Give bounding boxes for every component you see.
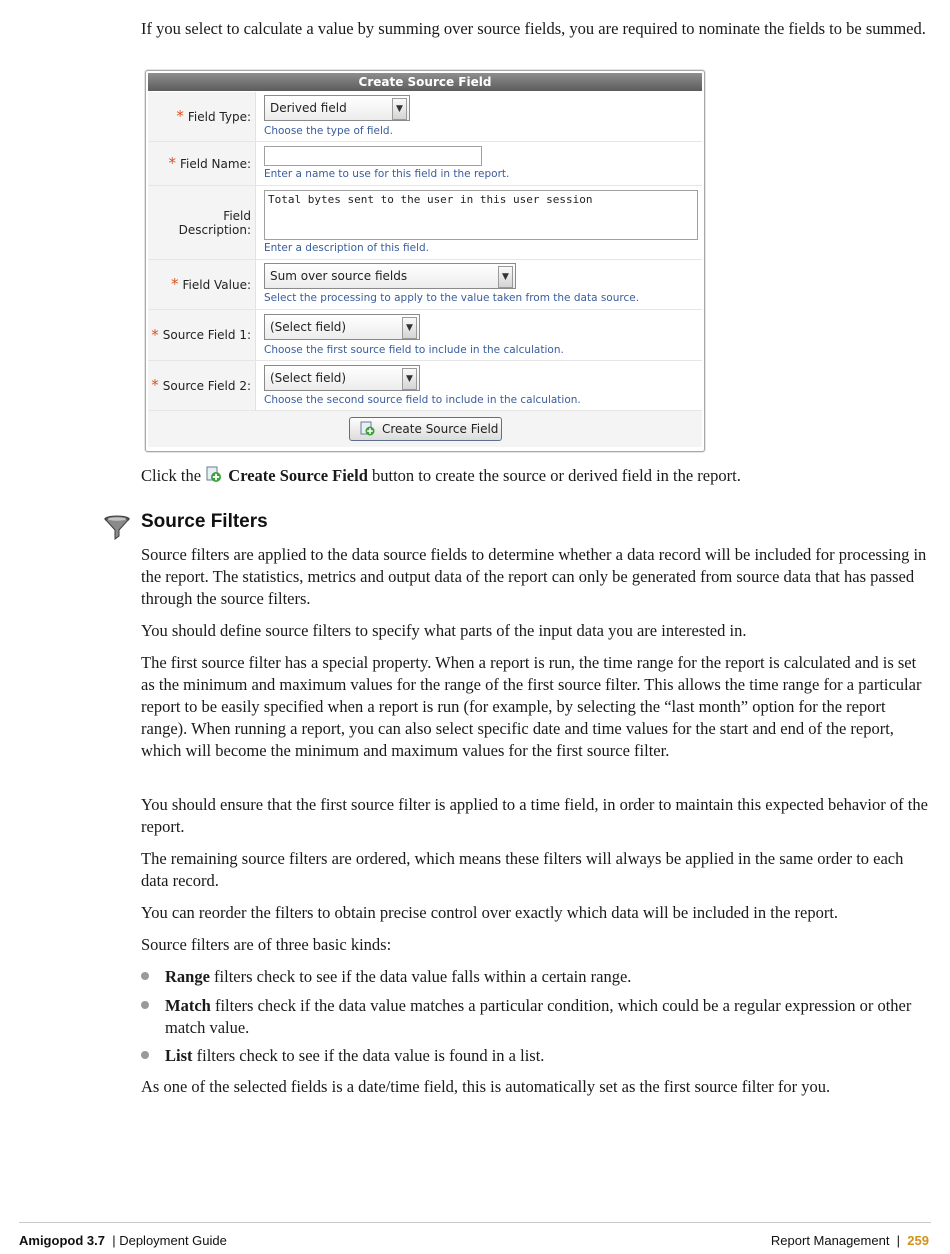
click-instruction: [141, 465, 931, 487]
source-field-1-row: [148, 310, 702, 361]
click-text-after: button to create the source or derived field in the report.: [367, 466, 741, 485]
click-text-before: Click the: [141, 466, 206, 485]
click-text-bold: Create Source Field: [228, 466, 368, 485]
field-description-hint: Enter a description of this field.: [264, 242, 429, 254]
field-description-textarea[interactable]: Total bytes sent to the user in this user session: [264, 190, 698, 240]
required-marker: *: [151, 376, 159, 394]
field-type-select[interactable]: [264, 95, 410, 121]
bullet-list-term: List: [165, 1046, 193, 1065]
bullet-match-text: filters check if the data value matches a particular condition, which could be a regular expression or other match value.: [165, 996, 912, 1037]
field-name-hint: Enter a name to use for this field in the report.: [264, 168, 510, 180]
source-field-2-label: Source Field 2:: [162, 378, 251, 393]
field-name-input[interactable]: [264, 146, 482, 166]
source-field-2-hint: Choose the second source field to include in the calculation.: [264, 394, 581, 406]
required-marker: *: [176, 107, 184, 125]
page-number: 259: [907, 1233, 929, 1248]
form-title: Create Source Field: [148, 73, 702, 91]
chevron-down-icon: ▼: [402, 317, 417, 339]
source-field-2-select[interactable]: [264, 365, 420, 391]
paragraph-6: You can reorder the filters to obtain precise control over exactly which data will be included in the report.: [141, 903, 839, 922]
footer-product: Amigopod 3.7: [19, 1233, 105, 1248]
footer-right: [771, 1233, 929, 1248]
paragraph-3: The first source filter has a special property. When a report is run, the time range for the report is calculated and is set as the minimum and maximum values for the range of the first source filter. This allows the time range for a particular report to be easily specified when a report is run (for example, by selecting the “last month” option for the report range). When running a report, you can also select specific date and time values for the start and end of the report, which will become the minimum and maximum values for the first source filter.: [141, 653, 922, 760]
field-description-label: Field Description:: [178, 208, 251, 237]
create-source-field-form: [145, 70, 705, 452]
bullet-list: [165, 1045, 925, 1067]
footer-doc-title: Deployment Guide: [119, 1233, 227, 1248]
field-type-row: [148, 92, 702, 142]
bullet-dot: [141, 1045, 151, 1055]
paragraph-4: You should ensure that the first source filter is applied to a time field, in order to maintain this expected behavior of the report.: [141, 795, 928, 836]
section-heading: Source Filters: [141, 511, 268, 532]
field-type-label: Field Type:: [187, 109, 251, 124]
bullet-match-term: Match: [165, 996, 211, 1015]
footer-divider: [19, 1222, 931, 1223]
paragraph-7: Source filters are of three basic kinds:: [141, 935, 392, 954]
create-source-field-button[interactable]: [349, 417, 502, 441]
field-description-row: [148, 186, 702, 260]
required-marker: *: [168, 154, 177, 172]
paragraph-1: Source filters are applied to the data source fields to determine whether a data record will be included for processing in the report. The statistics, metrics and output data of the report can only be generated from source data that has passed through the source filters.: [141, 545, 927, 608]
bullet-list-text: filters check to see if the data value is found in a list.: [192, 1046, 545, 1065]
bullet-match: [165, 995, 925, 1039]
footer-separator: |: [896, 1233, 901, 1248]
source-field-1-hint: Choose the first source field to include in the calculation.: [264, 344, 564, 356]
field-name-label: Field Name:: [180, 156, 251, 171]
form-button-bar: [148, 411, 702, 447]
source-field-1-select[interactable]: [264, 314, 420, 340]
add-document-icon: [205, 466, 222, 483]
source-field-1-label: Source Field 1:: [162, 328, 251, 342]
create-source-field-label: Create Source Field: [382, 422, 499, 436]
paragraph-5: The remaining source filters are ordered, which means these filters will always be applied in the same order to each data record.: [141, 849, 904, 890]
bullet-range-text: filters check to see if the data value falls within a certain range.: [209, 967, 632, 986]
funnel-icon: [103, 515, 131, 541]
add-document-icon: [360, 421, 375, 436]
intro-paragraph: If you select to calculate a value by summing over source fields, you are required to nominate the fields to be summed.: [141, 19, 926, 38]
field-type-value: Derived field: [270, 101, 347, 115]
field-value-select[interactable]: [264, 263, 516, 289]
footer-left: [19, 1233, 227, 1248]
bullet-range-term: Range: [165, 967, 210, 986]
required-marker: *: [170, 275, 179, 293]
field-value-row: [148, 260, 702, 310]
source-field-1-value: (Select field): [270, 320, 347, 334]
source-field-2-value: (Select field): [270, 371, 347, 385]
required-marker: *: [151, 325, 159, 344]
field-value-label: Field Value:: [182, 277, 251, 292]
field-value-hint: Select the processing to apply to the value taken from the data source.: [264, 292, 640, 304]
field-name-row: [148, 142, 702, 186]
chevron-down-icon: ▼: [402, 368, 417, 390]
bullet-dot: [141, 995, 151, 1005]
chevron-down-icon: ▼: [392, 98, 407, 120]
footer-chapter: Report Management: [770, 1233, 890, 1248]
field-value-value: Sum over source fields: [270, 269, 408, 283]
chevron-down-icon: ▼: [498, 266, 513, 288]
field-type-hint: Choose the type of field.: [264, 125, 393, 137]
bullet-range: [165, 966, 925, 988]
bullet-dot: [141, 966, 151, 976]
footer-separator: |: [112, 1233, 116, 1248]
closing-paragraph: As one of the selected fields is a date/time field, this is automatically set as the first source filter for you.: [141, 1077, 831, 1096]
source-field-2-row: [148, 361, 702, 411]
paragraph-2: You should define source filters to specify what parts of the input data you are interested in.: [141, 621, 747, 640]
